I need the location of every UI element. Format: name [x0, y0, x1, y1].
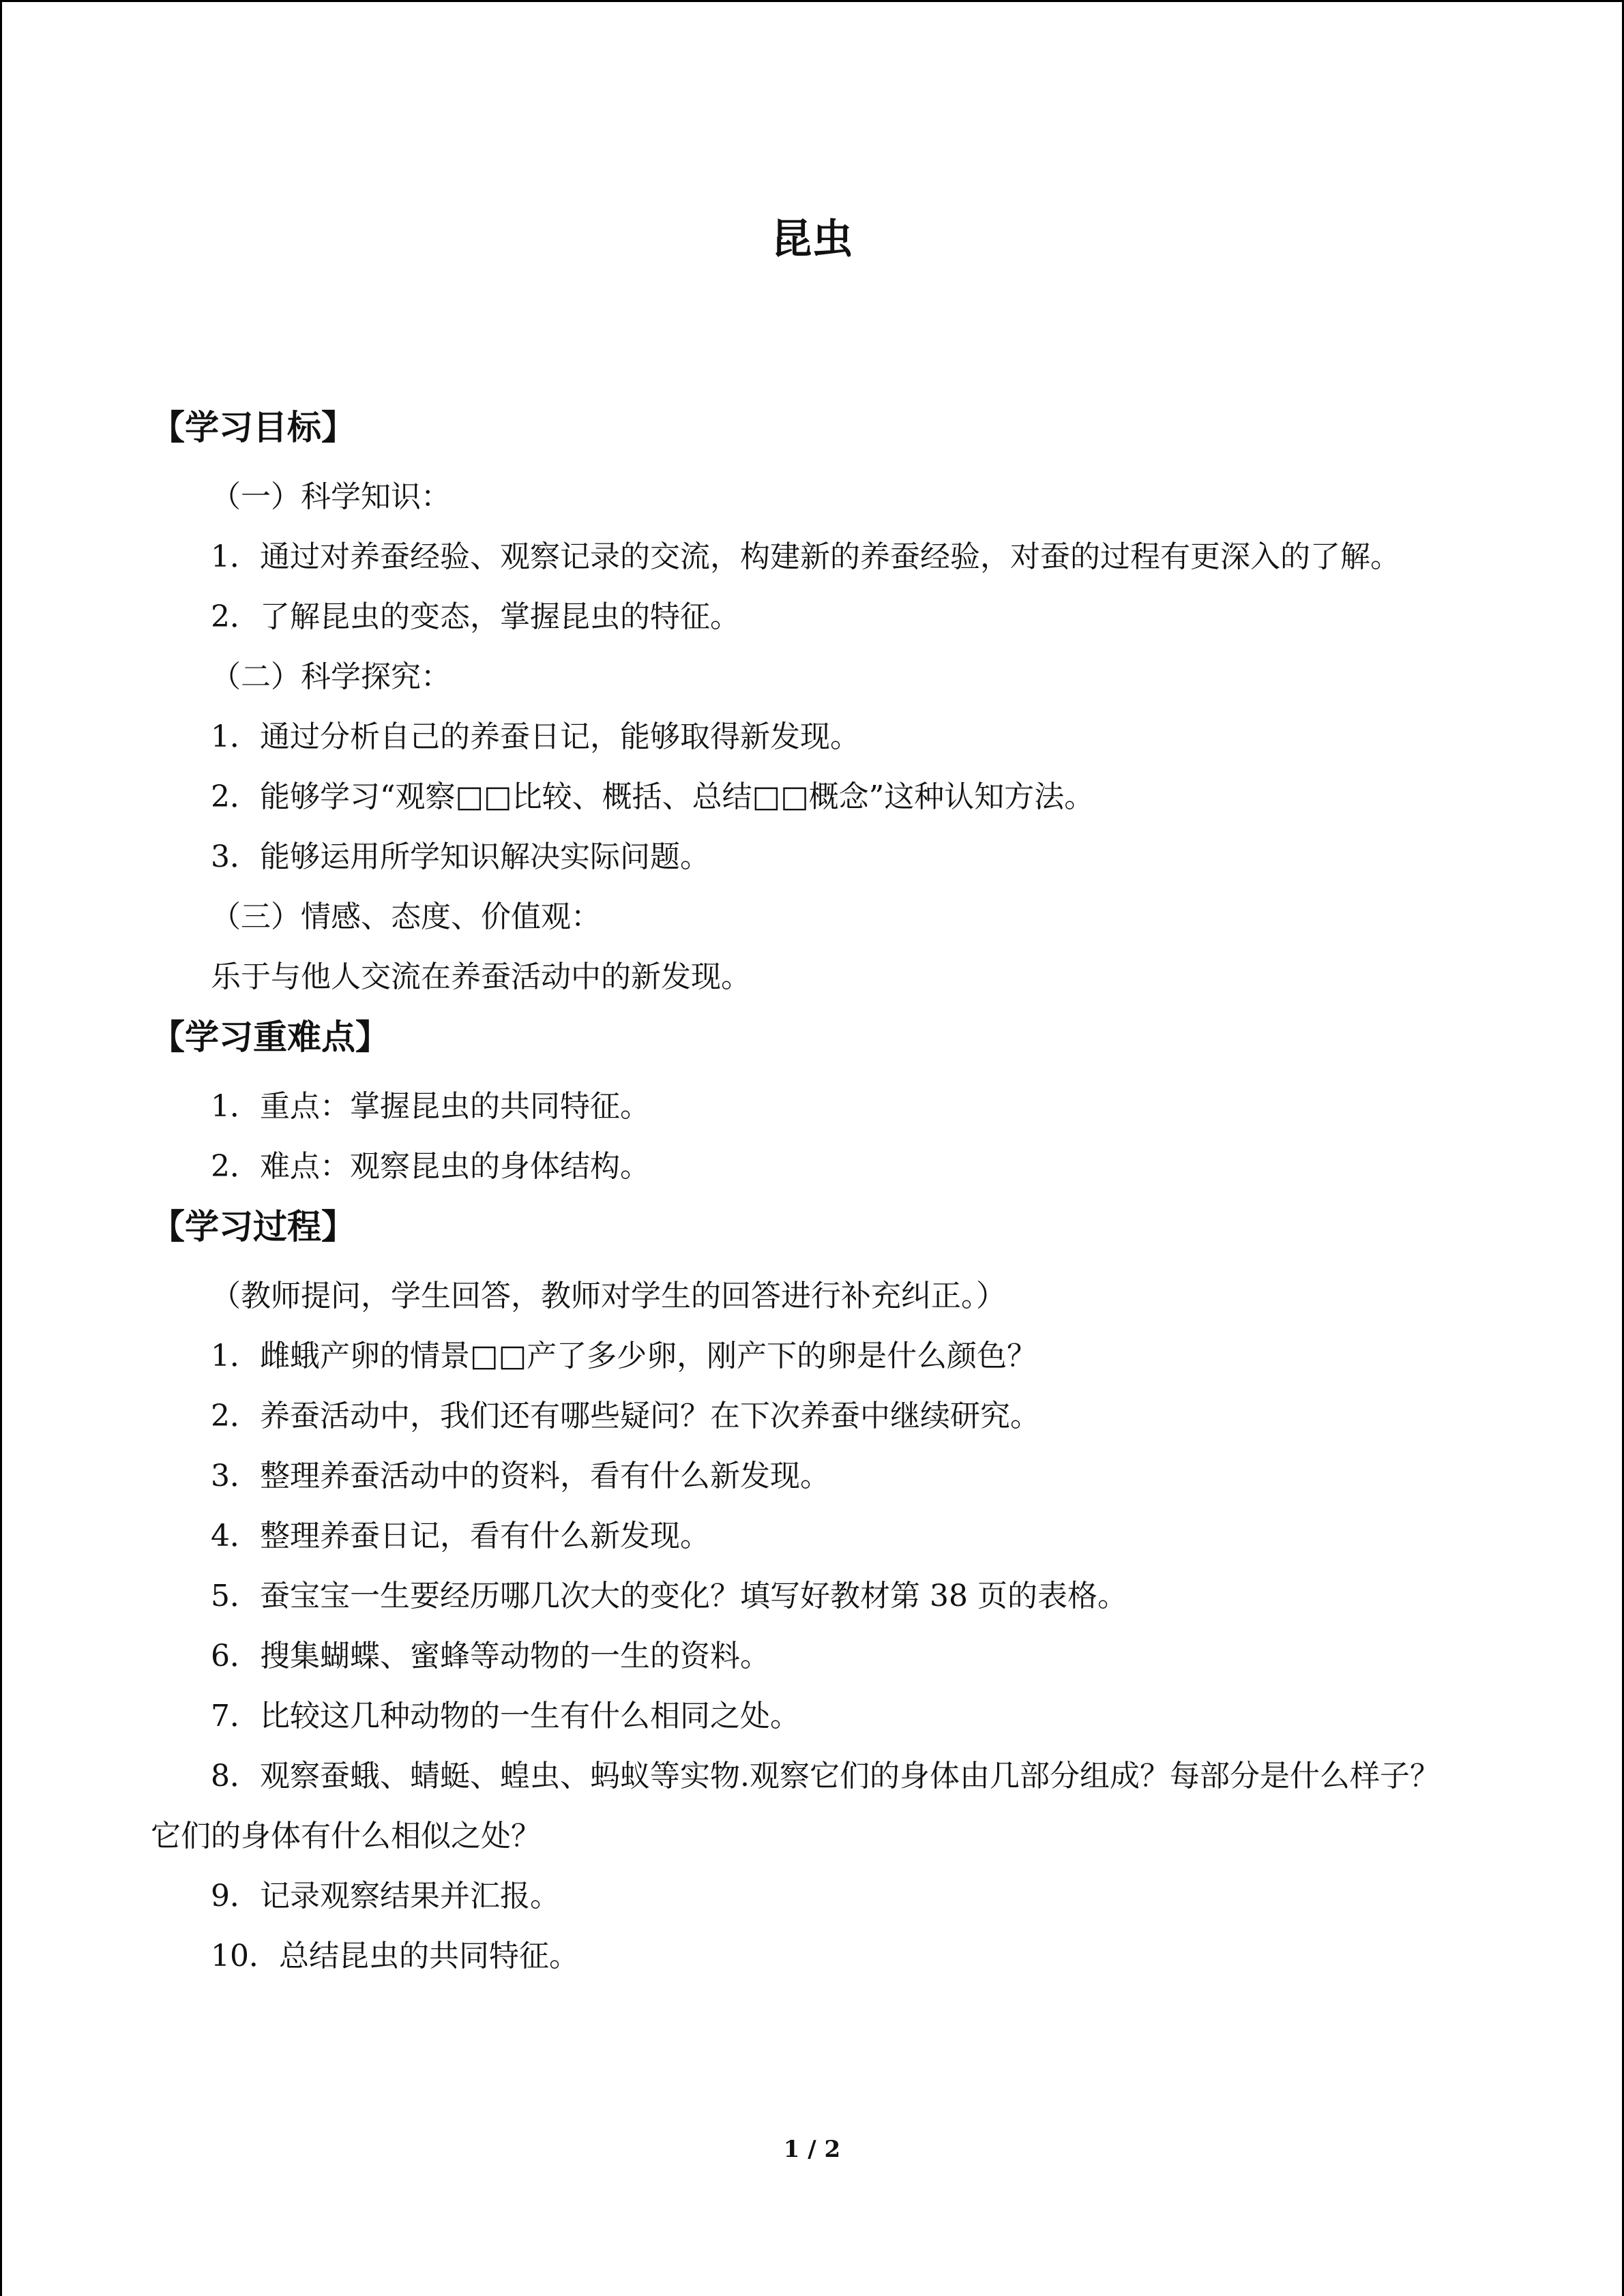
section-heading-process: 【学习过程】 [151, 1207, 355, 1247]
paragraph: 乐于与他人交流在养蚕活动中的新发现。 [211, 959, 751, 994]
document-body [151, 398, 1462, 1986]
paragraph: 3．能够运用所学知识解决实际问题。 [211, 839, 710, 874]
paragraph: 6．搜集蝴蝶、蜜蜂等动物的一生的资料。 [211, 1639, 770, 1673]
section-heading-keypoints: 【学习重难点】 [151, 1017, 389, 1057]
paragraph: 4．整理养蚕日记，看有什么新发现。 [211, 1519, 710, 1553]
paragraph: 3．整理养蚕活动中的资料，看有什么新发现。 [211, 1459, 830, 1493]
paragraph: 5．蚕宝宝一生要经历哪几次大的变化？填写好教材第 38 页的表格。 [211, 1579, 1127, 1613]
paragraph: （一）科学知识： [211, 479, 451, 514]
document-title: 昆虫 [771, 215, 853, 263]
paragraph: 1．通过对养蚕经验、观察记录的交流，构建新的养蚕经验，对蚕的过程有更深入的了解。 [211, 539, 1400, 574]
paragraph: 2．养蚕活动中，我们还有哪些疑问？在下次养蚕中继续研究。 [211, 1399, 1040, 1433]
paragraph: 9．记录观察结果并汇报。 [211, 1879, 560, 1913]
paragraph: 2．难点：观察昆虫的身体结构。 [211, 1149, 650, 1184]
paragraph: 7．比较这几种动物的一生有什么相同之处。 [211, 1699, 800, 1733]
paragraph: 2．能够学习“观察□□比较、概括、总结□□概念”这种认知方法。 [211, 779, 1095, 814]
paragraph: 1．通过分析自己的养蚕日记，能够取得新发现。 [211, 719, 860, 754]
paragraph: 8．观察蚕蛾、蜻蜓、蝗虫、蚂蚁等实物.观察它们的身体由几部分组成？每部分是什么样子？它们的身体有什么相似之处？ [151, 1759, 1440, 1853]
paragraph: 10．总结昆虫的共同特征。 [211, 1939, 579, 1973]
paragraph: （教师提问，学生回答，教师对学生的回答进行补充纠正。） [211, 1279, 1006, 1313]
page-number: 1 / 2 [783, 2136, 841, 2163]
paragraph: 1．雌蛾产卵的情景□□产了多少卵，刚产下的卵是什么颜色？ [211, 1339, 1037, 1373]
paragraph: （二）科学探究： [211, 659, 451, 694]
section-heading-objectives: 【学习目标】 [151, 408, 355, 447]
paragraph: 2．了解昆虫的变态，掌握昆虫的特征。 [211, 599, 740, 634]
paragraph: 1．重点：掌握昆虫的共同特征。 [211, 1089, 650, 1124]
paragraph: （三）情感、态度、价值观： [211, 899, 601, 934]
